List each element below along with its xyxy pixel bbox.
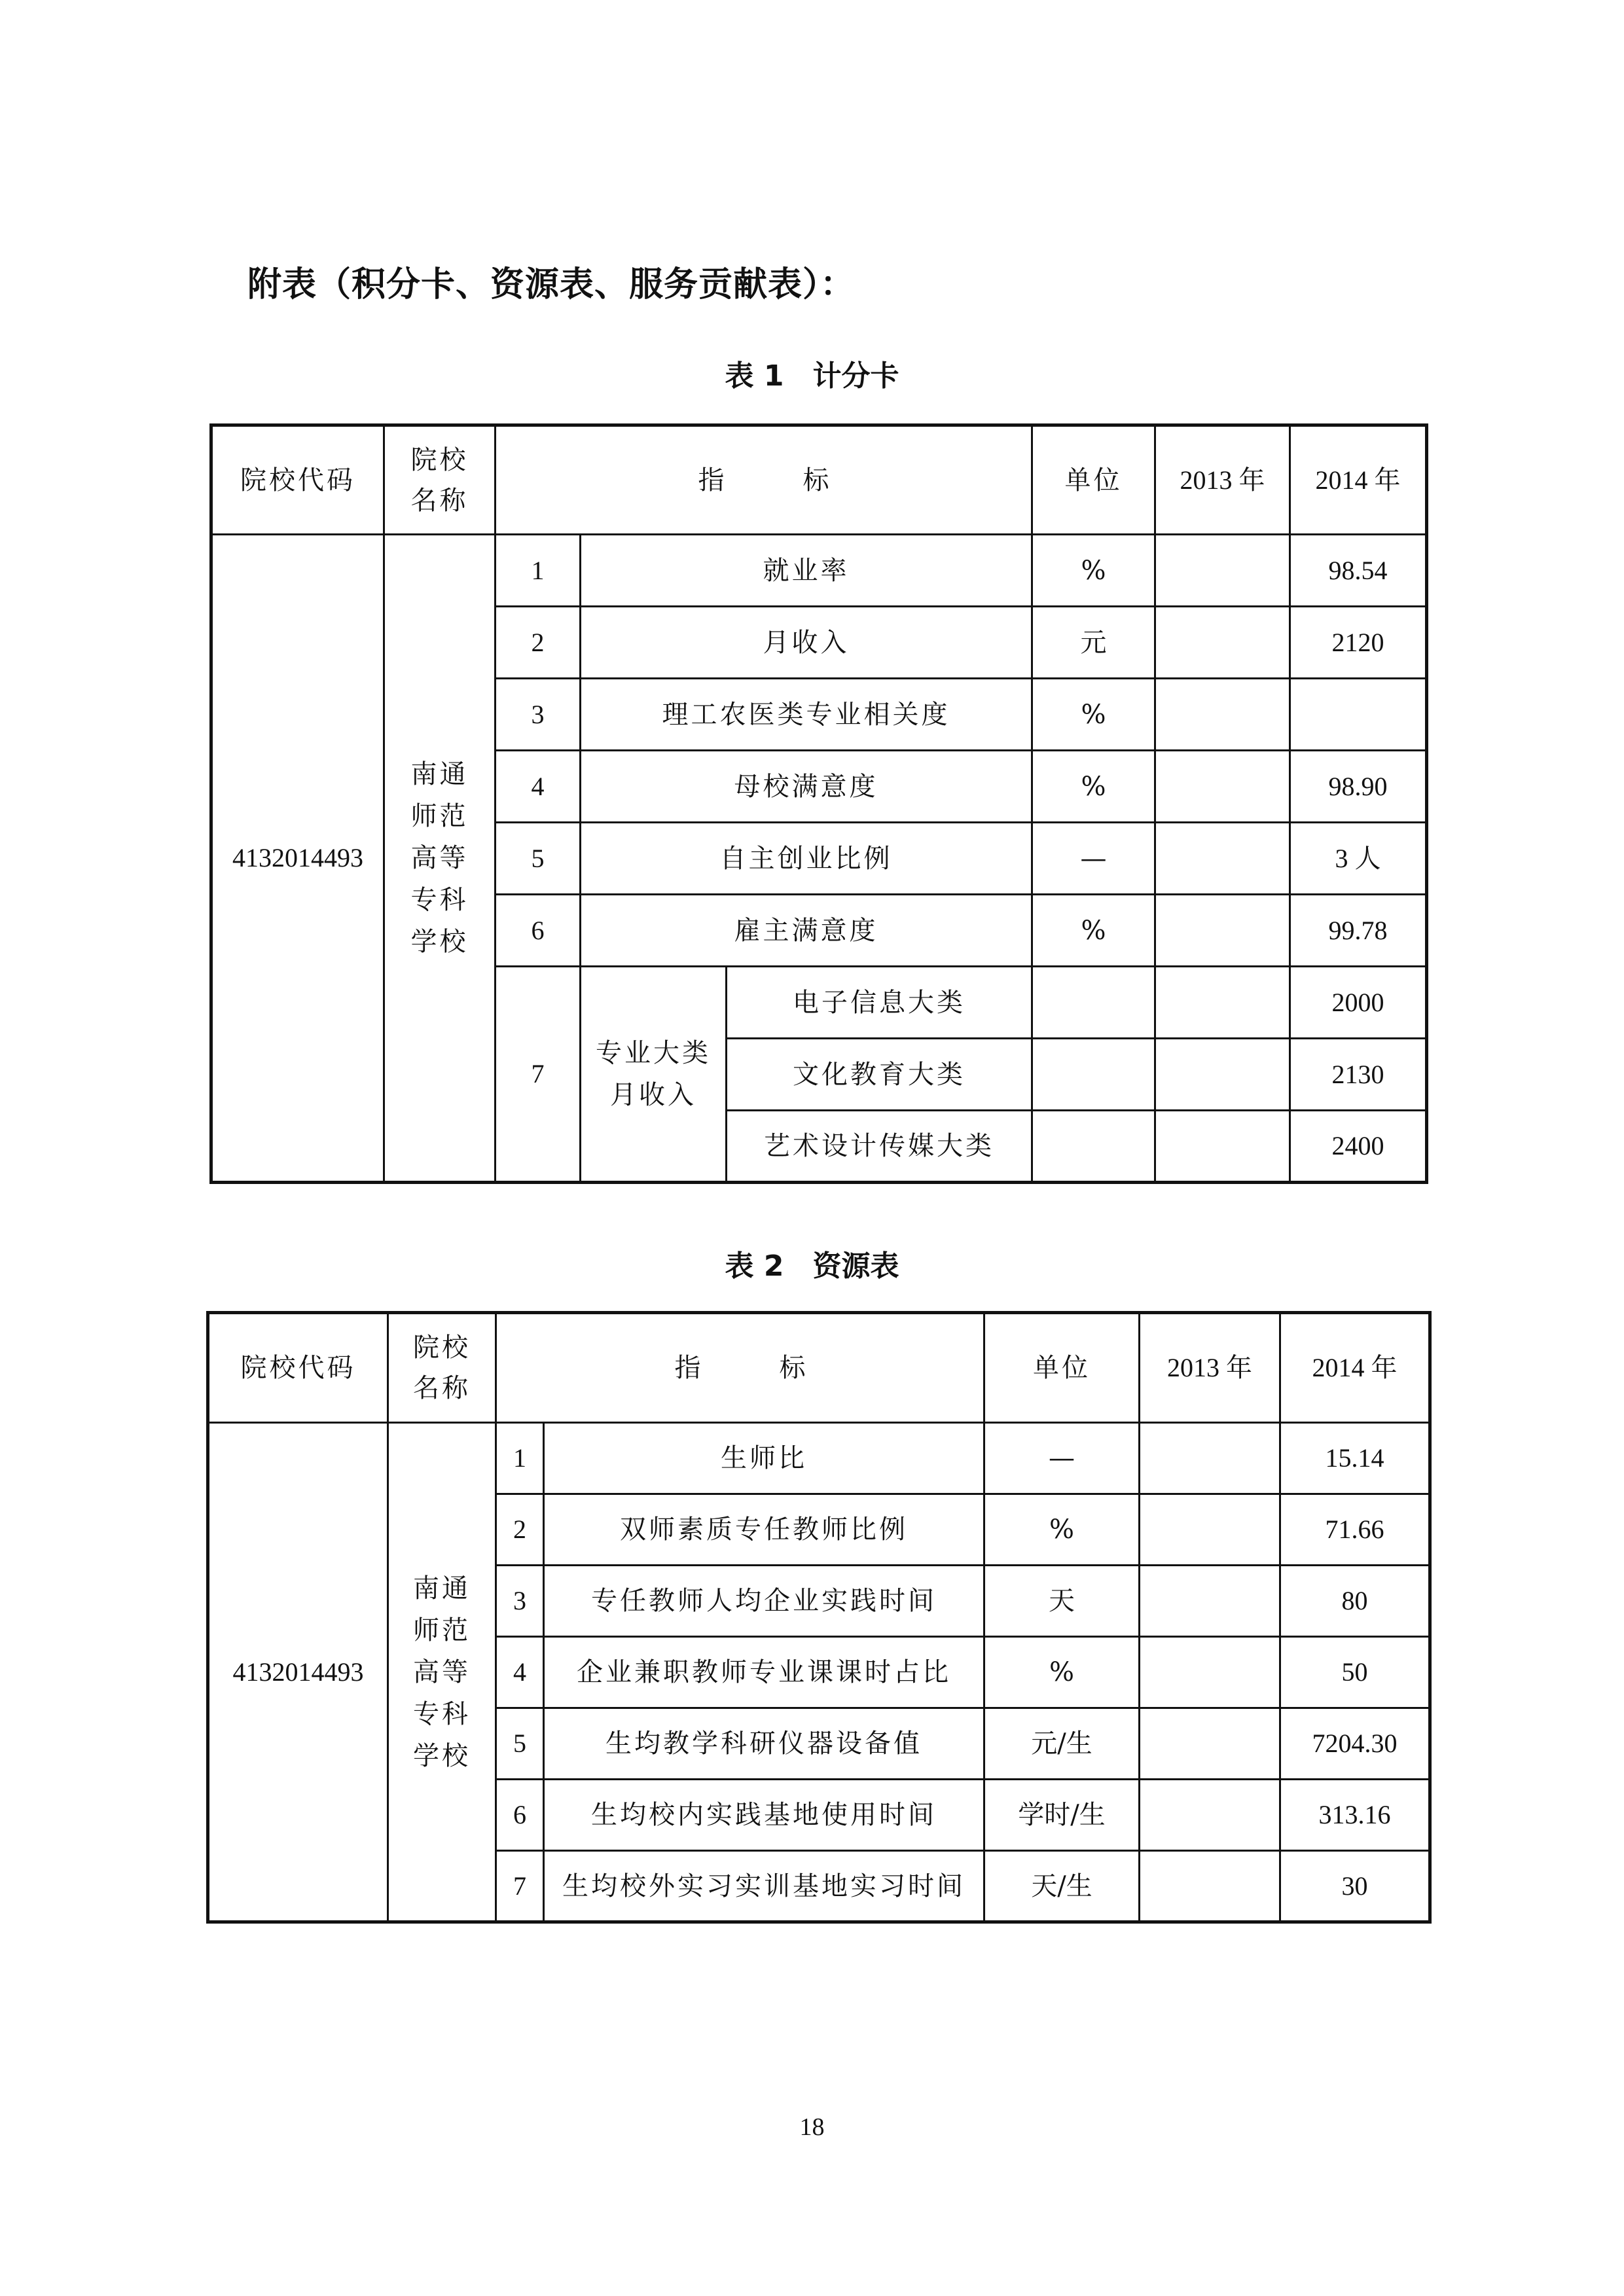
- header-unit: 单位: [1032, 425, 1155, 535]
- value-2014-cell: 71.66: [1280, 1494, 1430, 1566]
- value-2013-cell: [1140, 1708, 1280, 1780]
- school-name-cell: 南通 师范 高等 专科 学校: [384, 535, 496, 1183]
- table2-resources: [206, 1311, 1432, 1924]
- page-heading: 附表（积分卡、资源表、服务贡献表）：: [247, 265, 856, 304]
- row-number: 1: [496, 1423, 544, 1494]
- indicator-cell: 雇主满意度: [581, 895, 1032, 967]
- school-name-cell: 南通 师范 高等 专科 学校: [388, 1423, 496, 1922]
- indicator-cell: 就业率: [581, 535, 1032, 607]
- value-2014-cell: 2400: [1290, 1111, 1427, 1183]
- value-2014-cell: 99.78: [1290, 895, 1427, 967]
- row-number: 4: [496, 1637, 544, 1708]
- unit-cell: 学时/生: [984, 1780, 1140, 1851]
- row-number: 5: [496, 823, 581, 895]
- unit-cell: —: [984, 1423, 1140, 1494]
- unit-cell: %: [984, 1637, 1140, 1708]
- unit-cell: 天/生: [984, 1851, 1140, 1922]
- row-number: 3: [496, 679, 581, 751]
- value-2014-cell: [1290, 679, 1427, 751]
- table-row: [211, 535, 1427, 607]
- value-2014-cell: 2120: [1290, 607, 1427, 679]
- header-school-code: 院校代码: [208, 1313, 388, 1423]
- value-2013-cell: [1155, 967, 1290, 1039]
- value-2014-cell: 30: [1280, 1851, 1430, 1922]
- school-code-cell: 4132014493: [211, 535, 384, 1183]
- unit-cell: —: [1032, 823, 1155, 895]
- value-2014-cell: 80: [1280, 1566, 1430, 1637]
- row-number: 7: [496, 1851, 544, 1922]
- indicator-cell: 生师比: [544, 1423, 984, 1494]
- indicator-cell: 生均校外实习实训基地实习时间: [544, 1851, 984, 1922]
- category-income-label: 专业大类 月收入: [581, 967, 727, 1183]
- value-2013-cell: [1155, 535, 1290, 607]
- value-2014-cell: 98.90: [1290, 751, 1427, 823]
- row-number: 5: [496, 1708, 544, 1780]
- header-year-2014: 2014 年: [1290, 425, 1427, 535]
- header-indicator: 指 标: [496, 425, 1032, 535]
- header-school-name: 院校 名称: [388, 1313, 496, 1423]
- row-number: 6: [496, 895, 581, 967]
- row-number: 6: [496, 1780, 544, 1851]
- header-indicator: 指 标: [496, 1313, 984, 1423]
- value-2014-cell: 98.54: [1290, 535, 1427, 607]
- value-2013-cell: [1140, 1423, 1280, 1494]
- value-2013-cell: [1155, 751, 1290, 823]
- value-2013-cell: [1140, 1780, 1280, 1851]
- value-2014-cell: 7204.30: [1280, 1708, 1430, 1780]
- header-unit: 单位: [984, 1313, 1140, 1423]
- category-cell: 电子信息大类: [727, 967, 1032, 1039]
- indicator-cell: 母校满意度: [581, 751, 1032, 823]
- unit-cell: %: [1032, 679, 1155, 751]
- value-2013-cell: [1140, 1566, 1280, 1637]
- indicator-cell: 生均校内实践基地使用时间: [544, 1780, 984, 1851]
- indicator-cell: 双师素质专任教师比例: [544, 1494, 984, 1566]
- category-cell: 艺术设计传媒大类: [727, 1111, 1032, 1183]
- unit-cell: 天: [984, 1566, 1140, 1637]
- value-2014-cell: 15.14: [1280, 1423, 1430, 1494]
- value-2014-cell: 2000: [1290, 967, 1427, 1039]
- unit-cell: %: [1032, 751, 1155, 823]
- indicator-cell: 月收入: [581, 607, 1032, 679]
- row-number: 2: [496, 607, 581, 679]
- value-2014-cell: 313.16: [1280, 1780, 1430, 1851]
- value-2013-cell: [1155, 607, 1290, 679]
- unit-cell: %: [1032, 895, 1155, 967]
- value-2013-cell: [1155, 1039, 1290, 1111]
- value-2013-cell: [1140, 1637, 1280, 1708]
- header-year-2013: 2013 年: [1155, 425, 1290, 535]
- header-year-2013: 2013 年: [1140, 1313, 1280, 1423]
- category-cell: 文化教育大类: [727, 1039, 1032, 1111]
- unit-cell: %: [1032, 535, 1155, 607]
- indicator-cell: 专任教师人均企业实践时间: [544, 1566, 984, 1637]
- row-number: 2: [496, 1494, 544, 1566]
- page-number: 18: [799, 2113, 825, 2141]
- indicator-cell: 企业兼职教师专业课课时占比: [544, 1637, 984, 1708]
- value-2013-cell: [1155, 895, 1290, 967]
- header-school-code: 院校代码: [211, 425, 384, 535]
- school-code-cell: 4132014493: [208, 1423, 388, 1922]
- value-2013-cell: [1140, 1851, 1280, 1922]
- unit-cell: [1032, 1111, 1155, 1183]
- value-2014-cell: 50: [1280, 1637, 1430, 1708]
- table2-title: 表 2 资源表: [725, 1249, 899, 1283]
- table1-scorecard: [209, 423, 1428, 1184]
- table1-title: 表 1 计分卡: [725, 359, 899, 393]
- value-2013-cell: [1140, 1494, 1280, 1566]
- unit-cell: 元/生: [984, 1708, 1140, 1780]
- value-2013-cell: [1155, 823, 1290, 895]
- unit-cell: [1032, 967, 1155, 1039]
- indicator-cell: 理工农医类专业相关度: [581, 679, 1032, 751]
- unit-cell: 元: [1032, 607, 1155, 679]
- indicator-cell: 生均教学科研仪器设备值: [544, 1708, 984, 1780]
- row-number: 7: [496, 967, 581, 1183]
- header-year-2014: 2014 年: [1280, 1313, 1430, 1423]
- value-2014-cell: 3 人: [1290, 823, 1427, 895]
- unit-cell: [1032, 1039, 1155, 1111]
- indicator-cell: 自主创业比例: [581, 823, 1032, 895]
- header-school-name: 院校 名称: [384, 425, 496, 535]
- row-number: 4: [496, 751, 581, 823]
- table-row: [208, 1423, 1430, 1494]
- row-number: 3: [496, 1566, 544, 1637]
- value-2013-cell: [1155, 1111, 1290, 1183]
- unit-cell: %: [984, 1494, 1140, 1566]
- value-2014-cell: 2130: [1290, 1039, 1427, 1111]
- value-2013-cell: [1155, 679, 1290, 751]
- row-number: 1: [496, 535, 581, 607]
